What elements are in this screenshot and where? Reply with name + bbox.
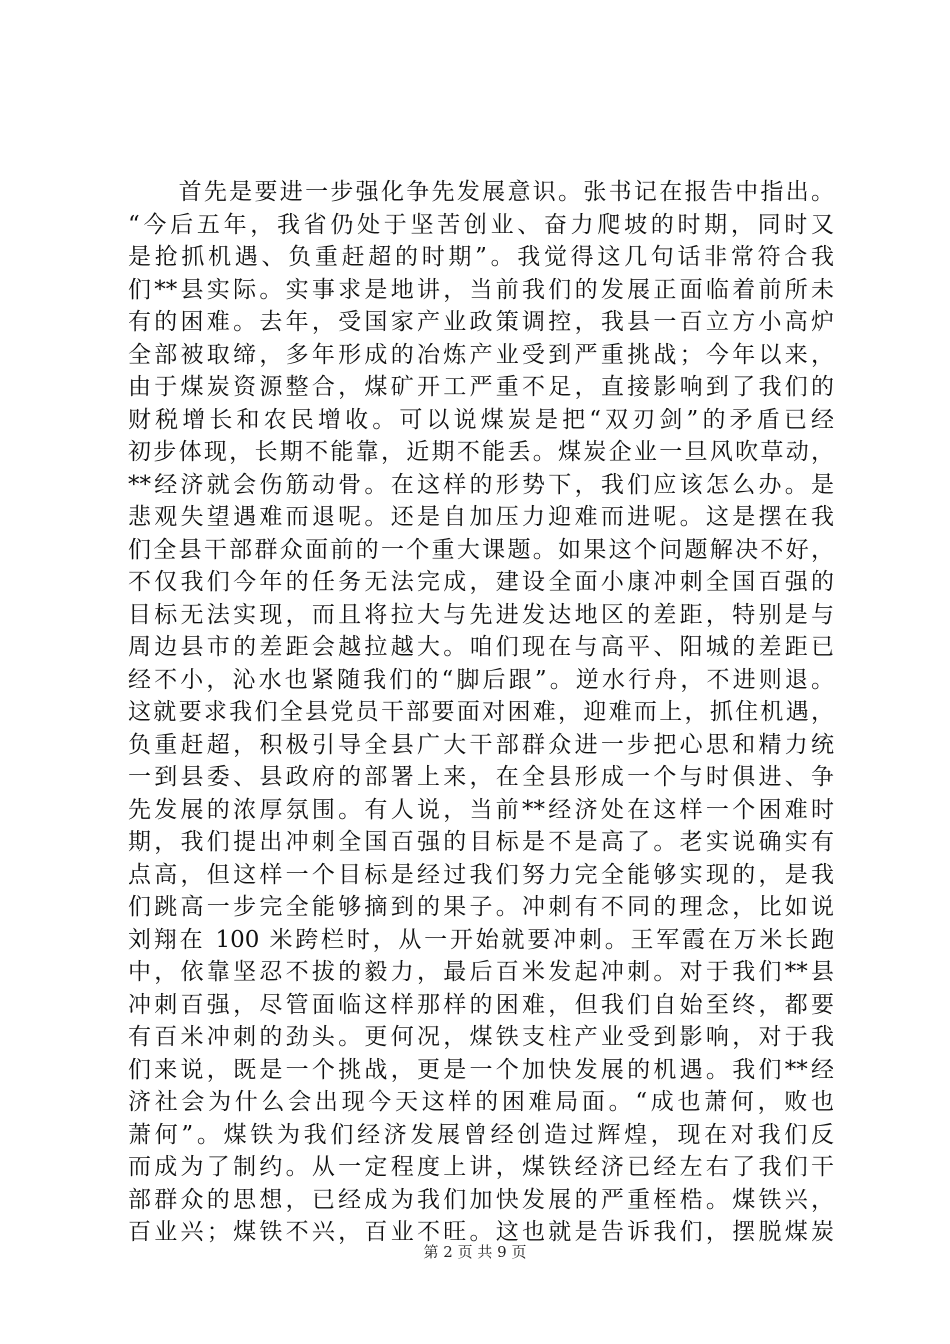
- text-line: 们全县干部群众面前的一个重大课题。如果这个问题解决不好，: [128, 536, 834, 563]
- body-paragraph: [128, 176, 834, 1249]
- text-line: 们来说，既是一个挑战，更是一个加快发展的机遇。我们**经: [128, 1056, 834, 1083]
- text-line: 百业兴；煤铁不兴，百业不旺。这也就是告诉我们，摆脱煤炭: [128, 1219, 834, 1245]
- text-line: **经济就会伤筋动骨。在这样的形势下，我们应该怎么办。是: [128, 471, 834, 498]
- text-line: 财税增长和农民增收。可以说煤炭是把“双刃剑”的矛盾已经: [128, 406, 834, 433]
- text-line: 有的困难。去年，受国家产业政策调控，我县一百立方小高炉: [128, 309, 834, 335]
- text-line: 初步体现，长期不能靠，近期不能丢。煤炭企业一旦风吹草动，: [128, 439, 834, 465]
- text-line: 冲刺百强，尽管面临这样那样的困难，但我们自始至终，都要: [128, 991, 834, 1018]
- page-footer: 第 2 页 共 9 页: [423, 1243, 527, 1261]
- text-line: 负重赶超，积极引导全县广大干部群众进一步把心思和精力统: [128, 731, 834, 758]
- text-line: 先发展的浓厚氛围。有人说，当前**经济处在这样一个困难时: [128, 796, 834, 823]
- text-line: 是抢抓机遇、负重赶超的时期”。我觉得这几句话非常符合我: [128, 244, 834, 270]
- text-line: 中，依靠坚忍不拔的毅力，最后百米发起冲刺。对于我们**县: [128, 959, 834, 985]
- text-line: 全部被取缔，多年形成的冶炼产业受到严重挑战；今年以来，: [128, 341, 834, 368]
- text-line: 们**县实际。实事求是地讲，当前我们的发展正面临着前所未: [128, 276, 834, 303]
- text-line: 由于煤炭资源整合，煤矿开工严重不足，直接影响到了我们的: [128, 374, 834, 400]
- text-line: “今后五年，我省仍处于坚苦创业、奋力爬坡的时期，同时又: [128, 211, 834, 238]
- text-line: 经不小，沁水也紧随我们的“脚后跟”。逆水行舟，不进则退。: [128, 666, 834, 693]
- text-line: 首先是要进一步强化争先发展意识。张书记在报告中指出。: [128, 179, 834, 205]
- text-line: 济社会为什么会出现今天这样的困难局面。“成也萧何，败也: [128, 1089, 834, 1115]
- text-line: 不仅我们今年的任务无法完成，建设全面小康冲刺全国百强的: [128, 569, 834, 595]
- text-line: 周边县市的差距会越拉越大。咱们现在与高平、阳城的差距已: [128, 634, 834, 660]
- text-line: 刘翔在 100 米跨栏时，从一开始就要冲刺。王军霞在万米长跑: [128, 926, 834, 953]
- text-line: 目标无法实现，而且将拉大与先进发达地区的差距，特别是与: [128, 601, 834, 628]
- text-line: 期，我们提出冲刺全国百强的目标是不是高了。老实说确实有: [128, 829, 834, 855]
- text-line: 萧何”。煤铁为我们经济发展曾经创造过辉煌，现在对我们反: [128, 1121, 834, 1148]
- text-line: 有百米冲刺的劲头。更何况，煤铁支柱产业受到影响，对于我: [128, 1024, 834, 1050]
- text-line: 这就要求我们全县党员干部要面对困难，迎难而上，抓住机遇，: [128, 699, 834, 725]
- text-line: 悲观失望遇难而退呢。还是自加压力迎难而进呢。这是摆在我: [128, 504, 834, 530]
- text-line: 一到县委、县政府的部署上来，在全县形成一个与时俱进、争: [128, 764, 834, 790]
- text-line: 们跳高一步完全能够摘到的果子。冲刺有不同的理念，比如说: [128, 894, 834, 920]
- text-line: 而成为了制约。从一定程度上讲，煤铁经济已经左右了我们干: [128, 1154, 834, 1180]
- text-line: 部群众的思想，已经成为我们加快发展的严重桎梏。煤铁兴，: [128, 1186, 834, 1213]
- text-line: 点高，但这样一个目标是经过我们努力完全能够实现的，是我: [128, 861, 834, 888]
